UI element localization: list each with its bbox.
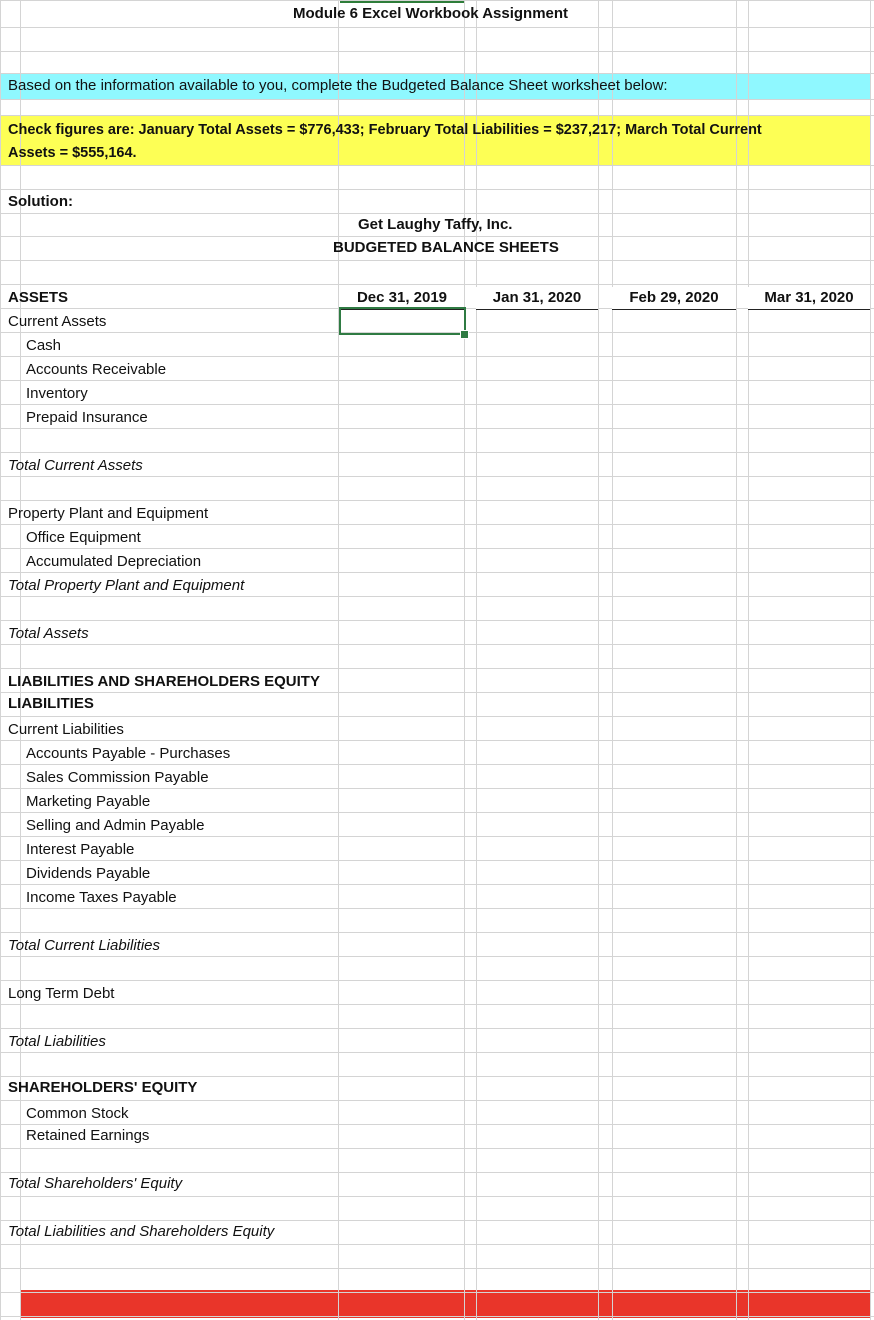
prepaid-insurance-label: Prepaid Insurance [26,409,148,426]
grid-row-line [0,1196,874,1197]
grid-row-line [0,1244,874,1245]
cash-label: Cash [26,337,62,354]
grid-row-line [0,740,874,741]
grid-row-line [0,644,874,645]
grid-row-line [0,980,874,981]
grid-column-line [598,0,599,1320]
solution-label: Solution: [8,193,73,210]
accumulated-depreciation-label: Accumulated Depreciation [26,553,202,570]
grid-row-line [0,99,874,100]
office-equipment-label: Office Equipment [26,529,141,546]
total-shareholders-equity-label: Total Shareholders' Equity [8,1175,183,1192]
instruction-text: Based on the information available to you, complete the Budgeted Balance Sheet worksheet below: [8,77,668,94]
company-name: Get Laughy Taffy, Inc. [358,216,513,233]
total-current-liabilities-label: Total Current Liabilities [8,937,161,954]
grid-row-line [0,1028,874,1029]
column-header-mar-2020[interactable]: Mar 31, 2020 [748,287,870,310]
liabilities-header: LIABILITIES [8,695,94,712]
total-liabilities-label: Total Liabilities [8,1033,106,1050]
column-header-jan-2020[interactable]: Jan 31, 2020 [476,287,598,310]
grid-row-line [0,1316,874,1317]
grid-row-line [0,716,874,717]
liabilities-equity-header: LIABILITIES AND SHAREHOLDERS EQUITY [8,673,320,690]
grid-row-line [0,51,874,52]
grid-row-line [0,500,874,501]
assets-header: ASSETS [8,289,69,306]
inventory-label: Inventory [26,385,88,402]
grid-row-line [0,620,874,621]
accounts-receivable-label: Accounts Receivable [26,361,167,378]
grid-row-line [0,1100,874,1101]
grid-row-line [0,668,874,669]
selling-admin-payable-label: Selling and Admin Payable [26,817,205,834]
report-title: BUDGETED BALANCE SHEETS [333,239,559,256]
grid-column-line [870,0,871,1320]
fill-handle[interactable] [460,330,469,339]
dividends-payable-label: Dividends Payable [26,865,151,882]
total-ppe-label: Total Property Plant and Equipment [8,577,245,594]
shareholders-equity-header: SHAREHOLDERS' EQUITY [8,1079,198,1096]
interest-payable-label: Interest Payable [26,841,135,858]
grid-column-line [736,0,737,1320]
current-assets-label: Current Assets [8,313,107,330]
income-taxes-payable-label: Income Taxes Payable [26,889,177,906]
grid-row-line [0,1004,874,1005]
grid-column-line [0,0,1,1320]
grid-row-line [0,356,874,357]
total-current-assets-label: Total Current Assets [8,457,143,474]
grid-column-line [464,0,465,1320]
grid-row-line [0,0,874,1]
common-stock-label: Common Stock [26,1105,129,1122]
grid-row-line [0,284,874,285]
sales-commission-payable-label: Sales Commission Payable [26,769,209,786]
total-assets-label: Total Assets [8,625,89,642]
ppe-label: Property Plant and Equipment [8,505,209,522]
selected-cell[interactable] [339,307,466,335]
grid-row-line [0,73,874,74]
total-liabilities-and-equity-label: Total Liabilities and Shareholders Equity [8,1223,275,1240]
grid-row-line [0,115,874,116]
grid-column-line [338,0,339,1320]
grid-row-line [0,932,874,933]
red-bar [20,1290,870,1318]
column-header-feb-2020[interactable]: Feb 29, 2020 [612,287,736,310]
grid-row-line [0,165,874,166]
current-liabilities-label: Current Liabilities [8,721,124,738]
grid-column-line [748,0,749,1320]
grid-row-line [0,27,874,28]
check-figures-line1: Check figures are: January Total Assets = $776,433; February Total Liabilities = $237,217; March Total Current [8,122,762,138]
grid-row-line [0,1292,874,1293]
grid-row-line [0,1148,874,1149]
check-figures-line2: Assets = $555,164. [8,145,137,161]
grid-row-line [0,1052,874,1053]
workbook-title: Module 6 Excel Workbook Assignment [293,5,569,22]
grid-column-line [476,0,477,1320]
grid-row-line [0,452,874,453]
grid-row-line [0,189,874,190]
grid-column-line [612,0,613,1320]
long-term-debt-label: Long Term Debt [8,985,115,1002]
grid-row-line [0,1268,874,1269]
marketing-payable-label: Marketing Payable [26,793,151,810]
ap-purchases-label: Accounts Payable - Purchases [26,745,231,762]
column-header-dec-2019[interactable]: Dec 31, 2019 [340,287,464,310]
retained-earnings-label: Retained Earnings [26,1127,150,1144]
grid-row-line [0,404,874,405]
grid-row-line [0,260,874,261]
